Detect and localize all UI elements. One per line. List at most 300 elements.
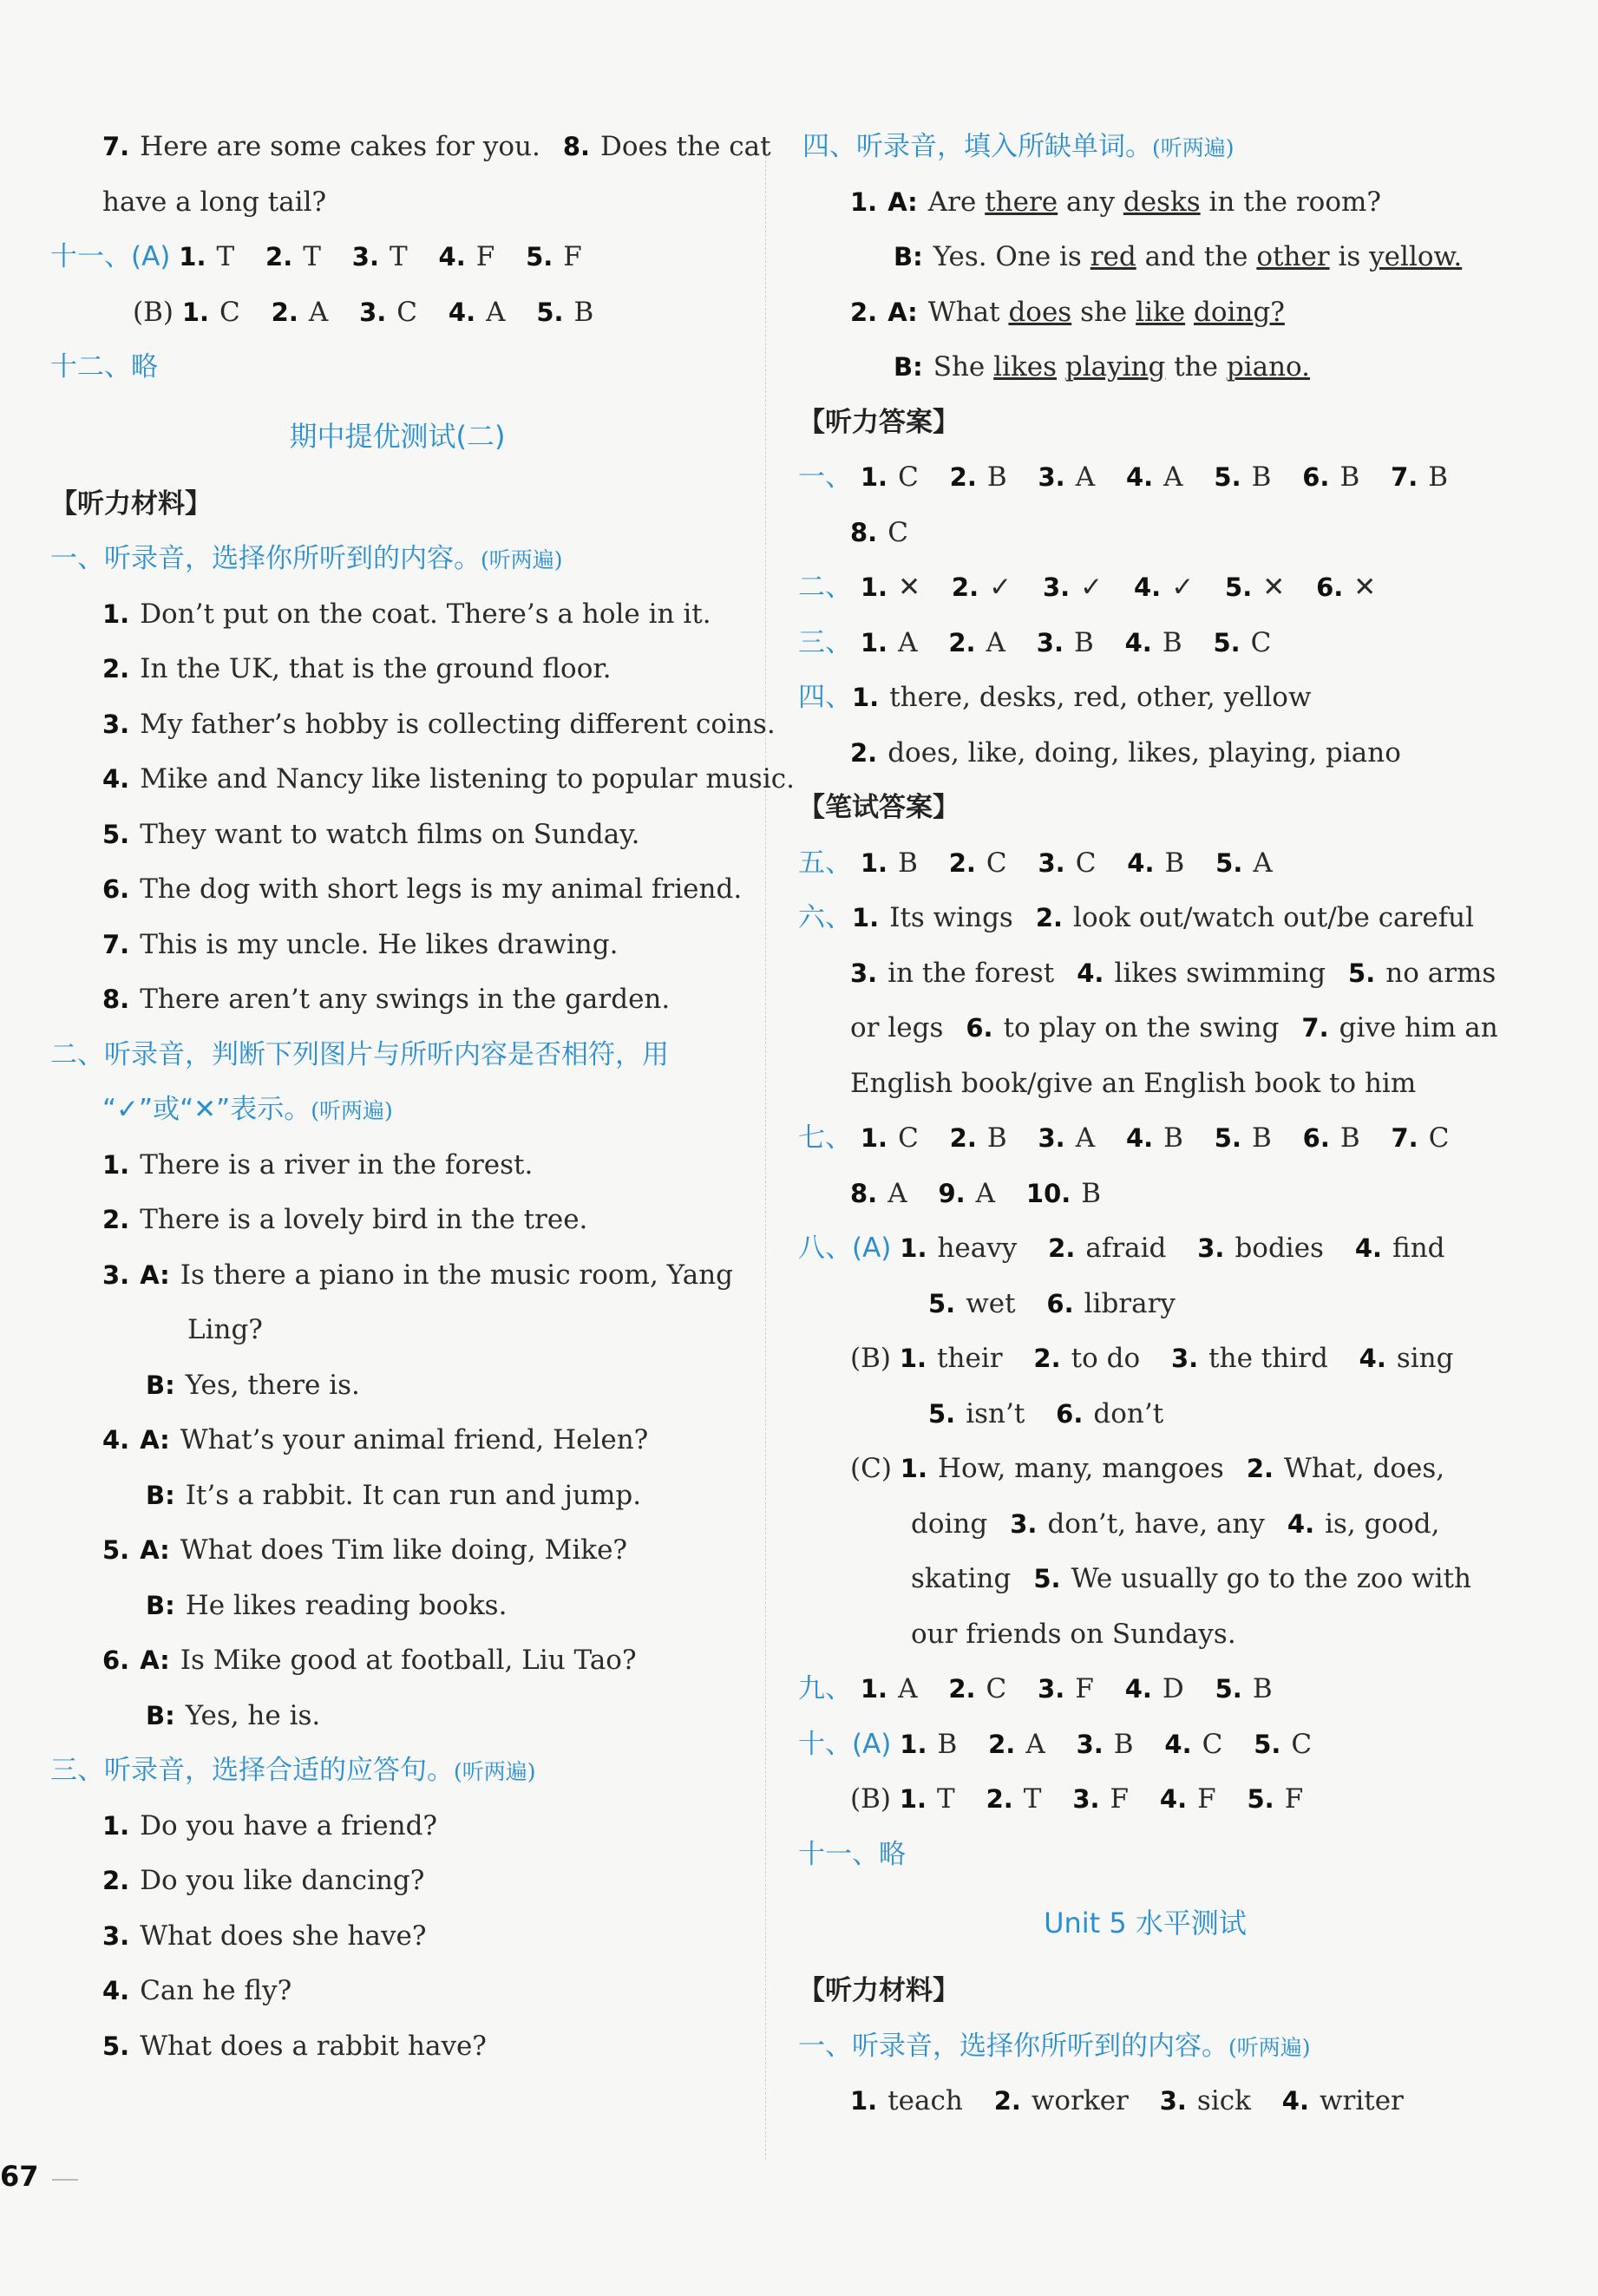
answer-value: sing	[1396, 1343, 1454, 1374]
answer-row-6c	[798, 1001, 1498, 1056]
listening-answers-heading: 【听力答案】	[798, 406, 959, 438]
item-number: 1.	[860, 847, 888, 878]
item-number: 1.	[860, 1674, 888, 1704]
item-number: 5.	[1215, 847, 1243, 878]
item-number: 7.	[102, 132, 130, 161]
item-number: 2.	[993, 2086, 1021, 2116]
item-text: Don’t put on the coat. There’s a hole in it.	[140, 598, 711, 630]
section-prefix: (C)	[850, 1453, 892, 1484]
answer-row-11b	[50, 285, 744, 341]
answer-row-3	[798, 616, 1492, 671]
item-number: 3.	[102, 1259, 130, 1290]
item-number: 5.	[1225, 572, 1253, 602]
answer-value: B	[1163, 1122, 1183, 1154]
answer-value: A	[986, 626, 1005, 658]
item-number: 7.	[1391, 462, 1418, 492]
answer-value: wet	[966, 1287, 1016, 1319]
item-number: 2.	[850, 737, 878, 768]
answer-value: no arms	[1385, 957, 1496, 989]
answer-value: don’t	[1093, 1397, 1164, 1429]
item-number: 3.	[1010, 1508, 1038, 1539]
item-number: 2.	[1035, 903, 1064, 932]
item-number: 4.	[1159, 1784, 1188, 1814]
item-number: 4.	[1127, 847, 1155, 878]
answer-row-8c4: our friends on Sundays.	[911, 1618, 1236, 1650]
answer-value: the third	[1208, 1343, 1328, 1374]
item-text: In the UK, that is the ground floor.	[140, 653, 612, 684]
section-prefix: 四、	[798, 682, 852, 713]
section-title: Unit 5 水平测试	[1044, 1907, 1247, 1939]
list-item	[50, 1193, 744, 1248]
item-number: 2.	[102, 654, 130, 684]
list-item	[50, 972, 744, 1028]
item-number: 5.	[1214, 462, 1241, 492]
answer-value: C	[1291, 1728, 1313, 1760]
item-number: 3.	[102, 709, 130, 739]
item-number: 5.	[928, 1288, 956, 1318]
answer-value: their	[937, 1343, 1003, 1374]
answer-row-1	[798, 450, 1492, 506]
item-number: 4.	[102, 1976, 130, 2005]
item-text: The dog with short legs is my animal friend.	[140, 873, 743, 905]
item-text: Do you have a friend?	[140, 1809, 438, 1841]
item-number: 2.	[850, 297, 878, 327]
item-text: writer	[1319, 2085, 1404, 2116]
filled-word: likes	[993, 351, 1057, 383]
answer-mark: ✕	[1353, 572, 1377, 603]
item-text: There is a lovely bird in the tree.	[140, 1204, 588, 1235]
item-number: 4.	[1125, 1123, 1154, 1153]
answer-value: B	[1162, 626, 1182, 658]
answer-value: B	[1339, 1122, 1360, 1154]
item-number: 6.	[1302, 462, 1330, 492]
item-number: 5.	[1213, 627, 1241, 657]
answer-row-7b	[798, 1167, 1492, 1222]
dialogue-line	[50, 1689, 744, 1744]
list-item	[50, 587, 744, 643]
answer-value: A	[1163, 461, 1183, 493]
written-answers-heading: 【笔试答案】	[798, 792, 959, 823]
filled-word: like	[1136, 296, 1186, 328]
answer-value: C	[396, 296, 418, 328]
speaker: B:	[146, 1370, 175, 1400]
answer-row-9	[798, 1662, 1492, 1717]
text: is	[1338, 241, 1361, 272]
list-item	[50, 862, 744, 918]
item-number: 6.	[966, 1013, 993, 1043]
item-number: 9.	[938, 1178, 966, 1208]
filled-word: playing	[1064, 351, 1166, 383]
item-number: 5.	[1033, 1564, 1061, 1593]
list-item	[50, 1964, 744, 2019]
item-number: 3.	[1038, 1674, 1065, 1704]
item-number: 2.	[102, 1205, 130, 1234]
section-prefix: 十、(A)	[798, 1728, 892, 1760]
answer-value: library	[1084, 1287, 1176, 1319]
item-text: Does the cat	[600, 131, 771, 162]
dialogue-line	[798, 340, 1492, 396]
item-number: 4.	[1077, 958, 1104, 988]
dialogue-line	[50, 1413, 744, 1469]
item-number: 3.	[1197, 1233, 1225, 1263]
item-number: 4.	[1354, 1233, 1383, 1263]
answer-value: How, many, mangoes	[937, 1453, 1224, 1484]
answer-value: T	[937, 1783, 955, 1815]
item-number: 4.	[448, 297, 476, 327]
item-text: They want to watch films on Sunday.	[140, 818, 640, 850]
answer-value: A	[1075, 1122, 1096, 1154]
answer-value: C	[1428, 1122, 1450, 1154]
item-text: My father’s hobby is collecting different coins.	[140, 708, 776, 740]
answer-value: B	[1113, 1728, 1134, 1760]
item-number: 2.	[988, 1729, 1016, 1759]
item-text: What does she have?	[140, 1920, 427, 1952]
item-number: 5.	[536, 297, 564, 327]
text: any	[1066, 186, 1115, 218]
answer-value: F	[1075, 1673, 1094, 1704]
speaker: B:	[894, 352, 923, 382]
list-item	[50, 2019, 744, 2075]
item-text: teach	[887, 2085, 963, 2116]
filled-word: other	[1256, 241, 1330, 272]
item-number: 6.	[1302, 1123, 1330, 1153]
item-number: 1.	[900, 1454, 927, 1483]
answer-value: likes swimming	[1114, 957, 1326, 989]
answer-row-6d: English book/give an English book to him	[850, 1067, 1417, 1099]
item-number: 6.	[1056, 1398, 1084, 1429]
item-number: 1.	[102, 599, 130, 629]
answer-row-8c3	[798, 1552, 1492, 1607]
item-text: What does Tim like doing, Mike?	[180, 1534, 628, 1566]
answer-row-8c2	[798, 1497, 1492, 1553]
text: Yes. One is	[933, 241, 1082, 272]
section-prefix: 六、	[798, 902, 852, 933]
continuation-line: have a long tail?	[102, 186, 327, 218]
item-text: Yes, there is.	[185, 1369, 360, 1401]
item-number: 5.	[102, 1535, 130, 1565]
continuation-line: Ling?	[187, 1314, 263, 1345]
item-number: 6.	[102, 874, 130, 904]
speaker: A:	[140, 1645, 170, 1675]
heading-text: 四、听录音，填入所缺单词。	[802, 131, 1152, 162]
answer-value: D	[1162, 1673, 1184, 1704]
dialogue-line	[798, 285, 1492, 341]
item-number: 4.	[1164, 1729, 1192, 1759]
left-column	[50, 120, 795, 2074]
item-number: 1.	[852, 683, 880, 712]
section-prefix: 五、	[798, 847, 852, 879]
answer-row-11: 十一、略	[798, 1838, 906, 1870]
answer-row-8b	[798, 1331, 1492, 1387]
list-item	[50, 918, 744, 973]
answer-row-1b	[798, 506, 1492, 561]
item-text: There is a river in the forest.	[140, 1148, 534, 1181]
item-number: 7.	[102, 929, 130, 959]
item-number: 8.	[102, 984, 130, 1014]
answer-value: Its wings	[889, 902, 1013, 933]
item-number: 3.	[359, 297, 387, 327]
item-text: What’s your animal friend, Helen?	[180, 1424, 649, 1455]
filled-word: yellow.	[1369, 241, 1463, 272]
speaker: B:	[146, 1480, 175, 1510]
answer-value: A	[1075, 461, 1096, 493]
item-number: 2.	[102, 1866, 130, 1895]
item-number: 3.	[102, 1920, 130, 1951]
answer-value: B	[1073, 626, 1094, 658]
section-heading-cont	[50, 1083, 744, 1138]
list-item	[50, 1138, 744, 1194]
answer-value: B	[1252, 1673, 1273, 1704]
heading-hint: (听两遍)	[481, 547, 563, 572]
item-number: 5.	[1348, 958, 1376, 988]
item-text: This is my uncle. He likes drawing.	[140, 928, 619, 960]
dialogue-line	[50, 1469, 744, 1524]
section-heading	[50, 1743, 744, 1799]
item-number: 5.	[1247, 1784, 1274, 1814]
list-item	[50, 1854, 744, 1909]
listening-material-heading: 【听力材料】	[50, 487, 212, 520]
dialogue-line	[50, 1633, 744, 1689]
section-title: 期中提优测试(二)	[289, 419, 506, 453]
item-number: 8.	[850, 517, 878, 547]
section-prefix: 八、(A)	[798, 1233, 892, 1264]
item-number: 3.	[1038, 847, 1065, 878]
item-number: 3.	[1036, 627, 1064, 657]
answer-value: F	[475, 241, 495, 272]
answer-value: bodies	[1235, 1233, 1324, 1264]
filled-word: desks	[1123, 186, 1201, 218]
answer-mark: ✓	[989, 572, 1012, 603]
item-number: 8.	[850, 1178, 878, 1208]
item-number: 1.	[850, 186, 878, 217]
answer-value: T	[216, 241, 235, 272]
answer-mark: ✕	[1262, 572, 1286, 603]
answer-value: skating	[911, 1563, 1012, 1594]
item-number: 4.	[1125, 462, 1154, 492]
item-number: 4.	[102, 764, 130, 794]
answer-value: A	[887, 1177, 907, 1209]
item-number: 5.	[102, 2031, 130, 2061]
heading-text: “✓”或“✕”表示。	[102, 1094, 311, 1125]
filled-word: does	[1008, 296, 1072, 328]
speaker: B:	[146, 1590, 175, 1620]
answer-value: We usually go to the zoo with	[1071, 1563, 1471, 1594]
item-number: 7.	[1391, 1123, 1418, 1153]
answer-value: to do	[1071, 1343, 1141, 1374]
section-heading	[798, 2019, 1492, 2075]
answer-value: C	[1075, 847, 1097, 879]
text: and the	[1144, 241, 1248, 272]
item-text: Do you like dancing?	[140, 1865, 425, 1896]
text: She	[933, 351, 986, 383]
answer-row-8a2	[798, 1277, 1492, 1332]
filled-word: piano.	[1226, 351, 1311, 383]
answer-value: B	[986, 1122, 1007, 1154]
item-number: 3.	[1038, 1123, 1065, 1153]
answer-value: F	[1197, 1783, 1216, 1815]
item-number: 2.	[948, 1674, 976, 1704]
answer-row-4b	[798, 726, 1492, 782]
text: she	[1080, 296, 1128, 328]
item-number: 5.	[928, 1398, 956, 1429]
answer-value: B	[1252, 1122, 1272, 1154]
list-row	[798, 2074, 1492, 2129]
answer-value: isn’t	[966, 1397, 1025, 1429]
item-text: Mike and Nancy like listening to popular music.	[140, 763, 795, 795]
item-number: 2.	[948, 847, 976, 878]
item-number: 1.	[860, 627, 888, 657]
item-number: 2.	[1246, 1454, 1274, 1483]
answer-value: give him an	[1339, 1012, 1498, 1043]
item-number: 3.	[1072, 1784, 1100, 1814]
item-number: 4.	[1359, 1344, 1386, 1373]
answer-value: look out/watch out/be careful	[1073, 902, 1475, 933]
filled-word: doing?	[1193, 296, 1285, 328]
answer-value: T	[389, 241, 408, 272]
item-text: What does a rabbit have?	[140, 2030, 487, 2062]
section-prefix: (B)	[133, 296, 174, 328]
answer-row-10b	[798, 1772, 1492, 1828]
item-number: 1.	[860, 1123, 888, 1153]
answer-row-6	[798, 891, 1492, 946]
page-number-rule	[52, 2179, 78, 2181]
item-number: 1.	[899, 1344, 927, 1373]
item-number: 6.	[1316, 572, 1344, 602]
item-number: 3.	[1159, 2086, 1187, 2116]
answer-value: heavy	[937, 1233, 1018, 1264]
item-number: 2.	[949, 462, 977, 492]
answer-value: What, does,	[1284, 1453, 1445, 1484]
section-prefix: 七、	[798, 1122, 852, 1154]
item-text: It’s a rabbit. It can run and jump.	[185, 1479, 642, 1511]
item-number: 2.	[986, 1784, 1013, 1814]
item-number: 5.	[1214, 1123, 1241, 1153]
answer-value: C	[1250, 626, 1272, 658]
answer-value: B	[986, 461, 1007, 493]
item-text: Here are some cakes for you.	[140, 131, 540, 162]
item-text: There aren’t any swings in the garden.	[140, 984, 671, 1015]
item-number: 1.	[850, 2086, 878, 2116]
speaker: A:	[140, 1535, 170, 1565]
item-number: 2.	[271, 297, 298, 327]
answer-value: A	[1253, 847, 1273, 879]
answer-row-10a	[798, 1717, 1492, 1773]
item-text: Can he fly?	[140, 1975, 292, 2006]
item-number: 4.	[1134, 572, 1162, 602]
right-column	[798, 120, 1498, 2129]
speaker: B:	[146, 1700, 175, 1730]
list-item	[50, 752, 795, 808]
list-item	[50, 697, 776, 753]
item-number: 7.	[1301, 1013, 1329, 1043]
item-number: 2.	[1048, 1233, 1076, 1263]
speaker: A:	[887, 186, 918, 217]
answer-value: find	[1392, 1233, 1445, 1264]
listening-material-heading: 【听力材料】	[798, 1975, 959, 2006]
page-number: 67	[0, 2160, 39, 2193]
item-number: 3.	[1038, 462, 1065, 492]
answer-value: B	[1081, 1177, 1102, 1209]
answer-row-8c	[798, 1442, 1492, 1497]
answer-value: B	[1164, 847, 1185, 879]
speaker: A:	[140, 1259, 170, 1290]
answer-row-8b2	[798, 1387, 1492, 1442]
item-number: 10.	[1025, 1178, 1071, 1208]
answer-value: does, like, doing, likes, playing, piano	[887, 736, 1401, 769]
answer-row-2	[798, 560, 1492, 616]
answer-value: C	[986, 1673, 1007, 1704]
item-number: 3.	[850, 958, 878, 988]
section-heading	[798, 120, 1492, 175]
section-prefix: 一、	[798, 461, 852, 493]
answer-value: to play on the swing	[1003, 1012, 1280, 1043]
answer-value: F	[1284, 1783, 1304, 1815]
item-number: 4.	[438, 242, 466, 271]
list-item	[50, 1799, 744, 1854]
answer-value: B	[898, 847, 918, 879]
text: the	[1174, 351, 1218, 383]
item-text: Is there a piano in the music room, Yang	[180, 1259, 734, 1291]
answer-row-5	[798, 836, 1492, 892]
answer-value: T	[303, 241, 321, 272]
section-heading: 二、听录音，判断下列图片与所听内容是否相符，用	[50, 1038, 669, 1070]
item-number: 5.	[1254, 1729, 1281, 1759]
item-number: 3.	[1042, 572, 1071, 602]
answer-value: F	[563, 241, 582, 272]
dialogue-line	[798, 175, 1492, 231]
answer-row-4	[798, 670, 1492, 726]
heading-hint: (听两遍)	[1228, 2034, 1311, 2060]
speaker: A:	[140, 1425, 170, 1455]
section-prefix: (B)	[850, 1343, 891, 1374]
answer-value: doing	[911, 1508, 988, 1540]
dialogue-line	[50, 1523, 744, 1579]
answer-line	[50, 120, 771, 175]
heading-hint: (听两遍)	[1152, 135, 1235, 160]
answer-value: in the forest	[887, 957, 1055, 989]
text: What	[927, 296, 1000, 328]
dialogue-line	[50, 1579, 744, 1634]
answer-value: B	[1339, 461, 1360, 493]
item-number: 3.	[1076, 1729, 1104, 1759]
heading-text: 一、听录音，选择你所听到的内容。	[798, 2030, 1228, 2062]
item-number: 3.	[351, 242, 379, 271]
item-number: 5.	[526, 242, 553, 271]
item-text: sick	[1196, 2085, 1251, 2116]
item-number: 1.	[900, 1729, 927, 1759]
section-prefix: 九、	[798, 1673, 852, 1704]
answer-mark: ✕	[898, 572, 921, 603]
answer-value: C	[1202, 1728, 1223, 1760]
item-text: Yes, he is.	[185, 1699, 321, 1731]
answer-mark: ✓	[1080, 572, 1104, 603]
answer-value: C	[898, 1122, 919, 1154]
heading-text: 三、听录音，选择合适的应答句。	[50, 1755, 454, 1786]
answer-value: A	[308, 296, 329, 328]
answer-value: A	[975, 1177, 996, 1209]
item-number: 6.	[102, 1645, 130, 1675]
dialogue-line	[798, 230, 1492, 285]
answer-value: B	[573, 296, 594, 328]
item-number: 5.	[1215, 1674, 1242, 1704]
answer-value: A	[898, 1673, 918, 1704]
section-prefix: 十一、(A)	[50, 241, 171, 272]
answer-value: don’t, have, any	[1047, 1508, 1265, 1540]
item-number: 2.	[951, 572, 979, 602]
answer-value: or legs	[850, 1012, 944, 1043]
answer-value: afraid	[1085, 1233, 1167, 1264]
answer-value: B	[937, 1728, 958, 1760]
